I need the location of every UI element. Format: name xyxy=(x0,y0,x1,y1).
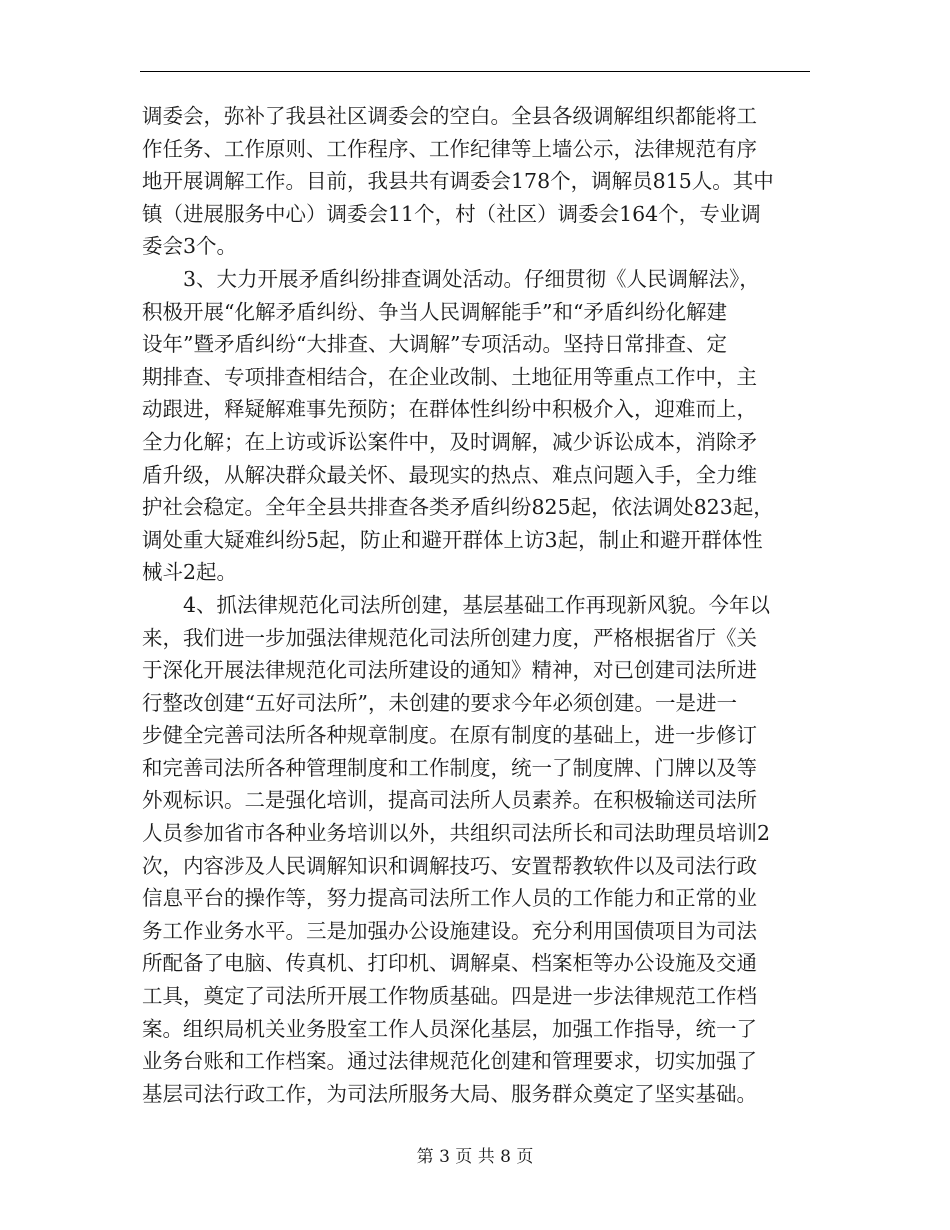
text-line: 镇（进展服务中心）调委会11个，村（社区）调委会164个，专业调 xyxy=(142,201,761,226)
text-line: 期排查、专项排查相结合，在企业改制、土地征用等重点工作中，主 xyxy=(142,364,757,389)
text-line: 3、大力开展矛盾纠纷排查调处活动。仔细贯彻《人民调解法》， xyxy=(142,266,760,291)
text-line: 和完善司法所各种管理制度和工作制度，统一了制度牌、门牌以及等 xyxy=(142,755,757,780)
text-line: 务工作业务水平。三是加强办公设施建设。充分利用国债项目为司法 xyxy=(142,918,757,943)
text-line: 盾升级，从解决群众最关怀、最现实的热点、难点问题入手，全力维 xyxy=(142,462,757,487)
text-line: 于深化开展法律规范化司法所建设的通知》精神，对已创建司法所进 xyxy=(142,658,757,683)
text-line: 作任务、工作原则、工作程序、工作纪律等上墙公示，法律规范有序 xyxy=(142,136,757,161)
text-line: 信息平台的操作等，努力提高司法所工作人员的工作能力和正常的业 xyxy=(142,886,757,911)
text-line: 调委会，弥补了我县社区调委会的空白。全县各级调解组织都能将工 xyxy=(142,104,757,128)
header-rule xyxy=(140,71,810,72)
text-line: 设年”暨矛盾纠纷“大排查、大调解”专项活动。坚持日常排查、定 xyxy=(142,332,727,357)
text-line: 行整改创建“五好司法所”，未创建的要求今年必须创建。一是进一 xyxy=(142,690,737,715)
text-line: 来，我们进一步加强法律规范化司法所创建力度，严格根据省厅《关 xyxy=(142,625,757,650)
text-line: 工具，奠定了司法所开展工作物质基础。四是进一步法律规范工作档 xyxy=(142,984,757,1009)
text-line: 所配备了电脑、传真机、打印机、调解桌、档案柜等办公设施及交通 xyxy=(142,951,757,976)
text-line: 全力化解；在上访或诉讼案件中，及时调解，减少诉讼成本，消除矛 xyxy=(142,429,757,454)
text-line: 委会3个。 xyxy=(142,234,238,259)
text-line: 4、抓法律规范化司法所创建，基层基础工作再现新风貌。今年以 xyxy=(142,592,771,617)
page-footer: 第 3 页 共 8 页 xyxy=(416,1147,534,1167)
text-line: 积极开展“化解矛盾纠纷、争当人民调解能手”和“矛盾纠纷化解建 xyxy=(142,299,727,324)
text-line: 械斗2起。 xyxy=(142,560,238,585)
text-line: 步健全完善司法所各种规章制度。在原有制度的基础上，进一步修订 xyxy=(142,723,757,748)
text-line: 动跟进，释疑解难事先预防；在群体性纠纷中积极介入，迎难而上， xyxy=(142,397,757,422)
text-line: 调处重大疑难纠纷5起，防止和避开群体上访3起，制止和避开群体性 xyxy=(142,527,763,552)
text-line: 护社会稳定。全年全县共排查各类矛盾纠纷825起，依法调处823起， xyxy=(142,495,774,520)
text-line: 次，内容涉及人民调解知识和调解技巧、安置帮教软件以及司法行政 xyxy=(142,853,757,878)
text-line: 业务台账和工作档案。通过法律规范化创建和管理要求，切实加强了 xyxy=(142,1049,757,1074)
text-line: 人员参加省市各种业务培训以外，共组织司法所长和司法助理员培训2 xyxy=(142,821,771,846)
body-text xyxy=(142,100,810,1110)
text-line: 外观标识。二是强化培训，提高司法所人员素养。在积极输送司法所 xyxy=(142,788,757,813)
text-line: 案。组织局机关业务股室工作人员深化基层，加强工作指导，统一了 xyxy=(142,1016,757,1041)
text-line: 基层司法行政工作，为司法所服务大局、服务群众奠定了坚实基础。 xyxy=(142,1081,757,1106)
text-line: 地开展调解工作。目前，我县共有调委会178个，调解员815人。其中 xyxy=(142,169,774,194)
